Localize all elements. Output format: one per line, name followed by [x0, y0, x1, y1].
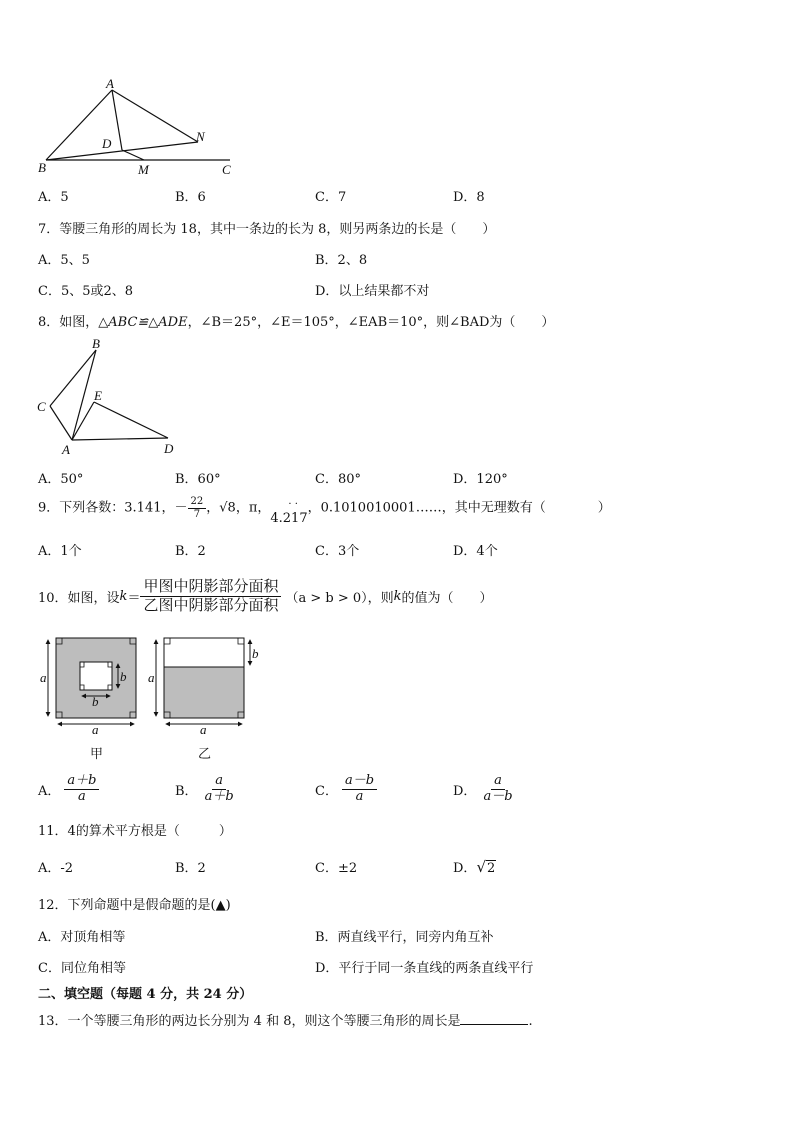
q10-frac-num: 甲图中阴影部分面积: [140, 578, 281, 596]
q11-option-d-label: D．: [453, 861, 477, 876]
q9-option-b: B．2: [175, 544, 206, 559]
q10-option-d-num: a: [491, 774, 505, 790]
q9-fraction: [188, 496, 207, 520]
q10-option-d: [453, 774, 516, 805]
triangle-abc-figure: [34, 78, 244, 178]
q9-frac-den: 7: [193, 508, 201, 520]
q10-option-d-den: a－b: [483, 788, 513, 804]
caption-jia: 甲: [90, 746, 104, 761]
label-n: N: [196, 129, 205, 144]
q13-end: .: [528, 1014, 533, 1029]
label-a-bottom: a: [92, 722, 99, 737]
q9-neg: －: [174, 500, 188, 516]
q10-option-c-frac: [342, 774, 377, 805]
q10-option-d-frac: [480, 774, 515, 805]
label-a: A: [62, 442, 70, 457]
q10-k2: k: [393, 588, 402, 604]
q10-option-c-num: a－b: [342, 774, 377, 790]
q8-option-c: C．80°: [315, 472, 361, 487]
q10-k: k: [119, 588, 128, 604]
q11-text: 11．4的算术平方根是（ ）: [38, 824, 232, 839]
label-a: A: [106, 78, 114, 91]
q9-option-a: A．1个: [38, 544, 82, 559]
q6-option-d: D．8: [453, 190, 485, 205]
label-b-top: b: [252, 646, 259, 661]
q10-frac-den: 乙图中阴影部分面积: [143, 595, 279, 614]
sqrt-sign: √: [476, 858, 486, 876]
q8-option-d: D．120°: [453, 472, 508, 487]
q10-option-b: [175, 774, 237, 805]
q12-option-d: D．平行于同一条直线的两条直线平行: [315, 961, 534, 976]
q10-tail: 的值为（ ）: [401, 590, 493, 606]
q12-text: 12．下列命题中是假命题的是(▲): [38, 898, 231, 913]
q10-text: [38, 576, 493, 616]
q6-option-b: B．6: [175, 190, 206, 205]
q9-suffix: ，0.1010010001……，其中无理数有（ ）: [307, 500, 611, 516]
q11-sqrt-value: 2: [487, 861, 496, 876]
q10-option-c-letter: C．: [315, 783, 338, 799]
label-a-bottom2: a: [200, 722, 207, 737]
q10-option-a-den: a: [78, 788, 86, 804]
q10-option-c: [315, 774, 377, 805]
q7-option-d: D．以上结果都不对: [315, 284, 430, 299]
q11-option-b: B．2: [175, 861, 206, 876]
q7-option-b: B．2、8: [315, 253, 368, 268]
section-title-fill-in: 二、填空题（每题 4 分，共 24 分）: [38, 987, 253, 1002]
q8-text: [38, 311, 554, 330]
q9-rep-dots: · ·: [288, 498, 298, 510]
q9-sqrt8: √8: [219, 500, 236, 516]
q10-option-b-letter: B．: [175, 783, 198, 799]
q10-option-a-frac: [64, 774, 99, 805]
label-a-left: a: [40, 670, 47, 685]
q8-prefix: 8．如图，: [38, 315, 99, 330]
q12-option-a: A．对顶角相等: [38, 930, 126, 945]
q9-option-c: C．3个: [315, 544, 360, 559]
q7-option-c: C．5、5或2、8: [38, 284, 134, 299]
label-a-left2: a: [148, 670, 155, 685]
q10-option-a: [38, 774, 99, 805]
q11-option-d: [453, 857, 496, 876]
label-e: E: [94, 388, 102, 403]
q10-option-b-frac: [202, 774, 237, 805]
label-b-bottom: b: [92, 694, 99, 709]
q10-option-a-num: a＋b: [64, 774, 99, 790]
q6-option-c: C．7: [315, 190, 347, 205]
q7-text: 7．等腰三角形的周长为 18，其中一条边的长为 8，则另两条边的长是（ ）: [38, 222, 496, 237]
q11-option-a: A．-2: [38, 861, 74, 876]
q10-option-b-den: a＋b: [204, 788, 234, 804]
q13-answer-blank[interactable]: [460, 1012, 528, 1025]
q9-option-d: D．4个: [453, 544, 498, 559]
label-m: M: [138, 162, 149, 177]
q7-option-a: A．5、5: [38, 253, 90, 268]
label-c: C: [37, 399, 46, 414]
q9-repeating: 4.217: [270, 510, 308, 526]
q10-cond: （a > b > 0），则: [285, 590, 394, 606]
q9-prefix: 9．下列各数：3.141，: [38, 500, 175, 516]
label-c: C: [222, 162, 231, 177]
q10-option-c-den: a: [355, 788, 364, 804]
label-b: B: [92, 336, 100, 351]
q9-pi: ，π，: [235, 500, 271, 516]
congruent-triangles-figure: [34, 336, 184, 458]
q6-option-a: A．5: [38, 190, 69, 205]
q12-option-c: C．同位角相等: [38, 961, 126, 976]
q9-frac-num: 22: [188, 496, 207, 509]
caption-yi: 乙: [198, 746, 212, 761]
q11-option-c: C．±2: [315, 861, 358, 876]
label-d: D: [164, 441, 174, 456]
label-b-right: b: [120, 669, 127, 684]
q12-option-b: B．两直线平行，同旁内角互补: [315, 930, 494, 945]
q8-option-b: B．60°: [175, 472, 221, 487]
q10-prefix: 10．如图，设: [38, 590, 120, 606]
q10-fraction: [140, 578, 281, 614]
q10-option-a-letter: A．: [38, 783, 61, 799]
q10-option-b-num: a: [212, 774, 226, 790]
q8-option-a: A．50°: [38, 472, 84, 487]
q13-question: 13．一个等腰三角形的两边长分别为 4 和 8，则这个等腰三角形的周长是: [38, 1014, 461, 1029]
shaded-squares-figure: [36, 632, 266, 764]
q10-eq: ＝: [127, 590, 141, 606]
q10-option-d-letter: D．: [453, 783, 477, 799]
q8-congruence: △ABC≌△ADE: [98, 315, 188, 330]
q13-text: [38, 1010, 533, 1029]
q9-text: 9．下列各数：3.141，－ $\frac{22}{7}$ ，√8，π， · · 4.217，0.1010010001……，其中无理数有（ ）: [38, 496, 611, 526]
q8-rest: ，∠B＝25°，∠E＝105°，∠EAB＝10°，则∠BAD为（ ）: [187, 315, 555, 330]
label-b: B: [38, 160, 46, 175]
label-d: D: [102, 136, 112, 151]
